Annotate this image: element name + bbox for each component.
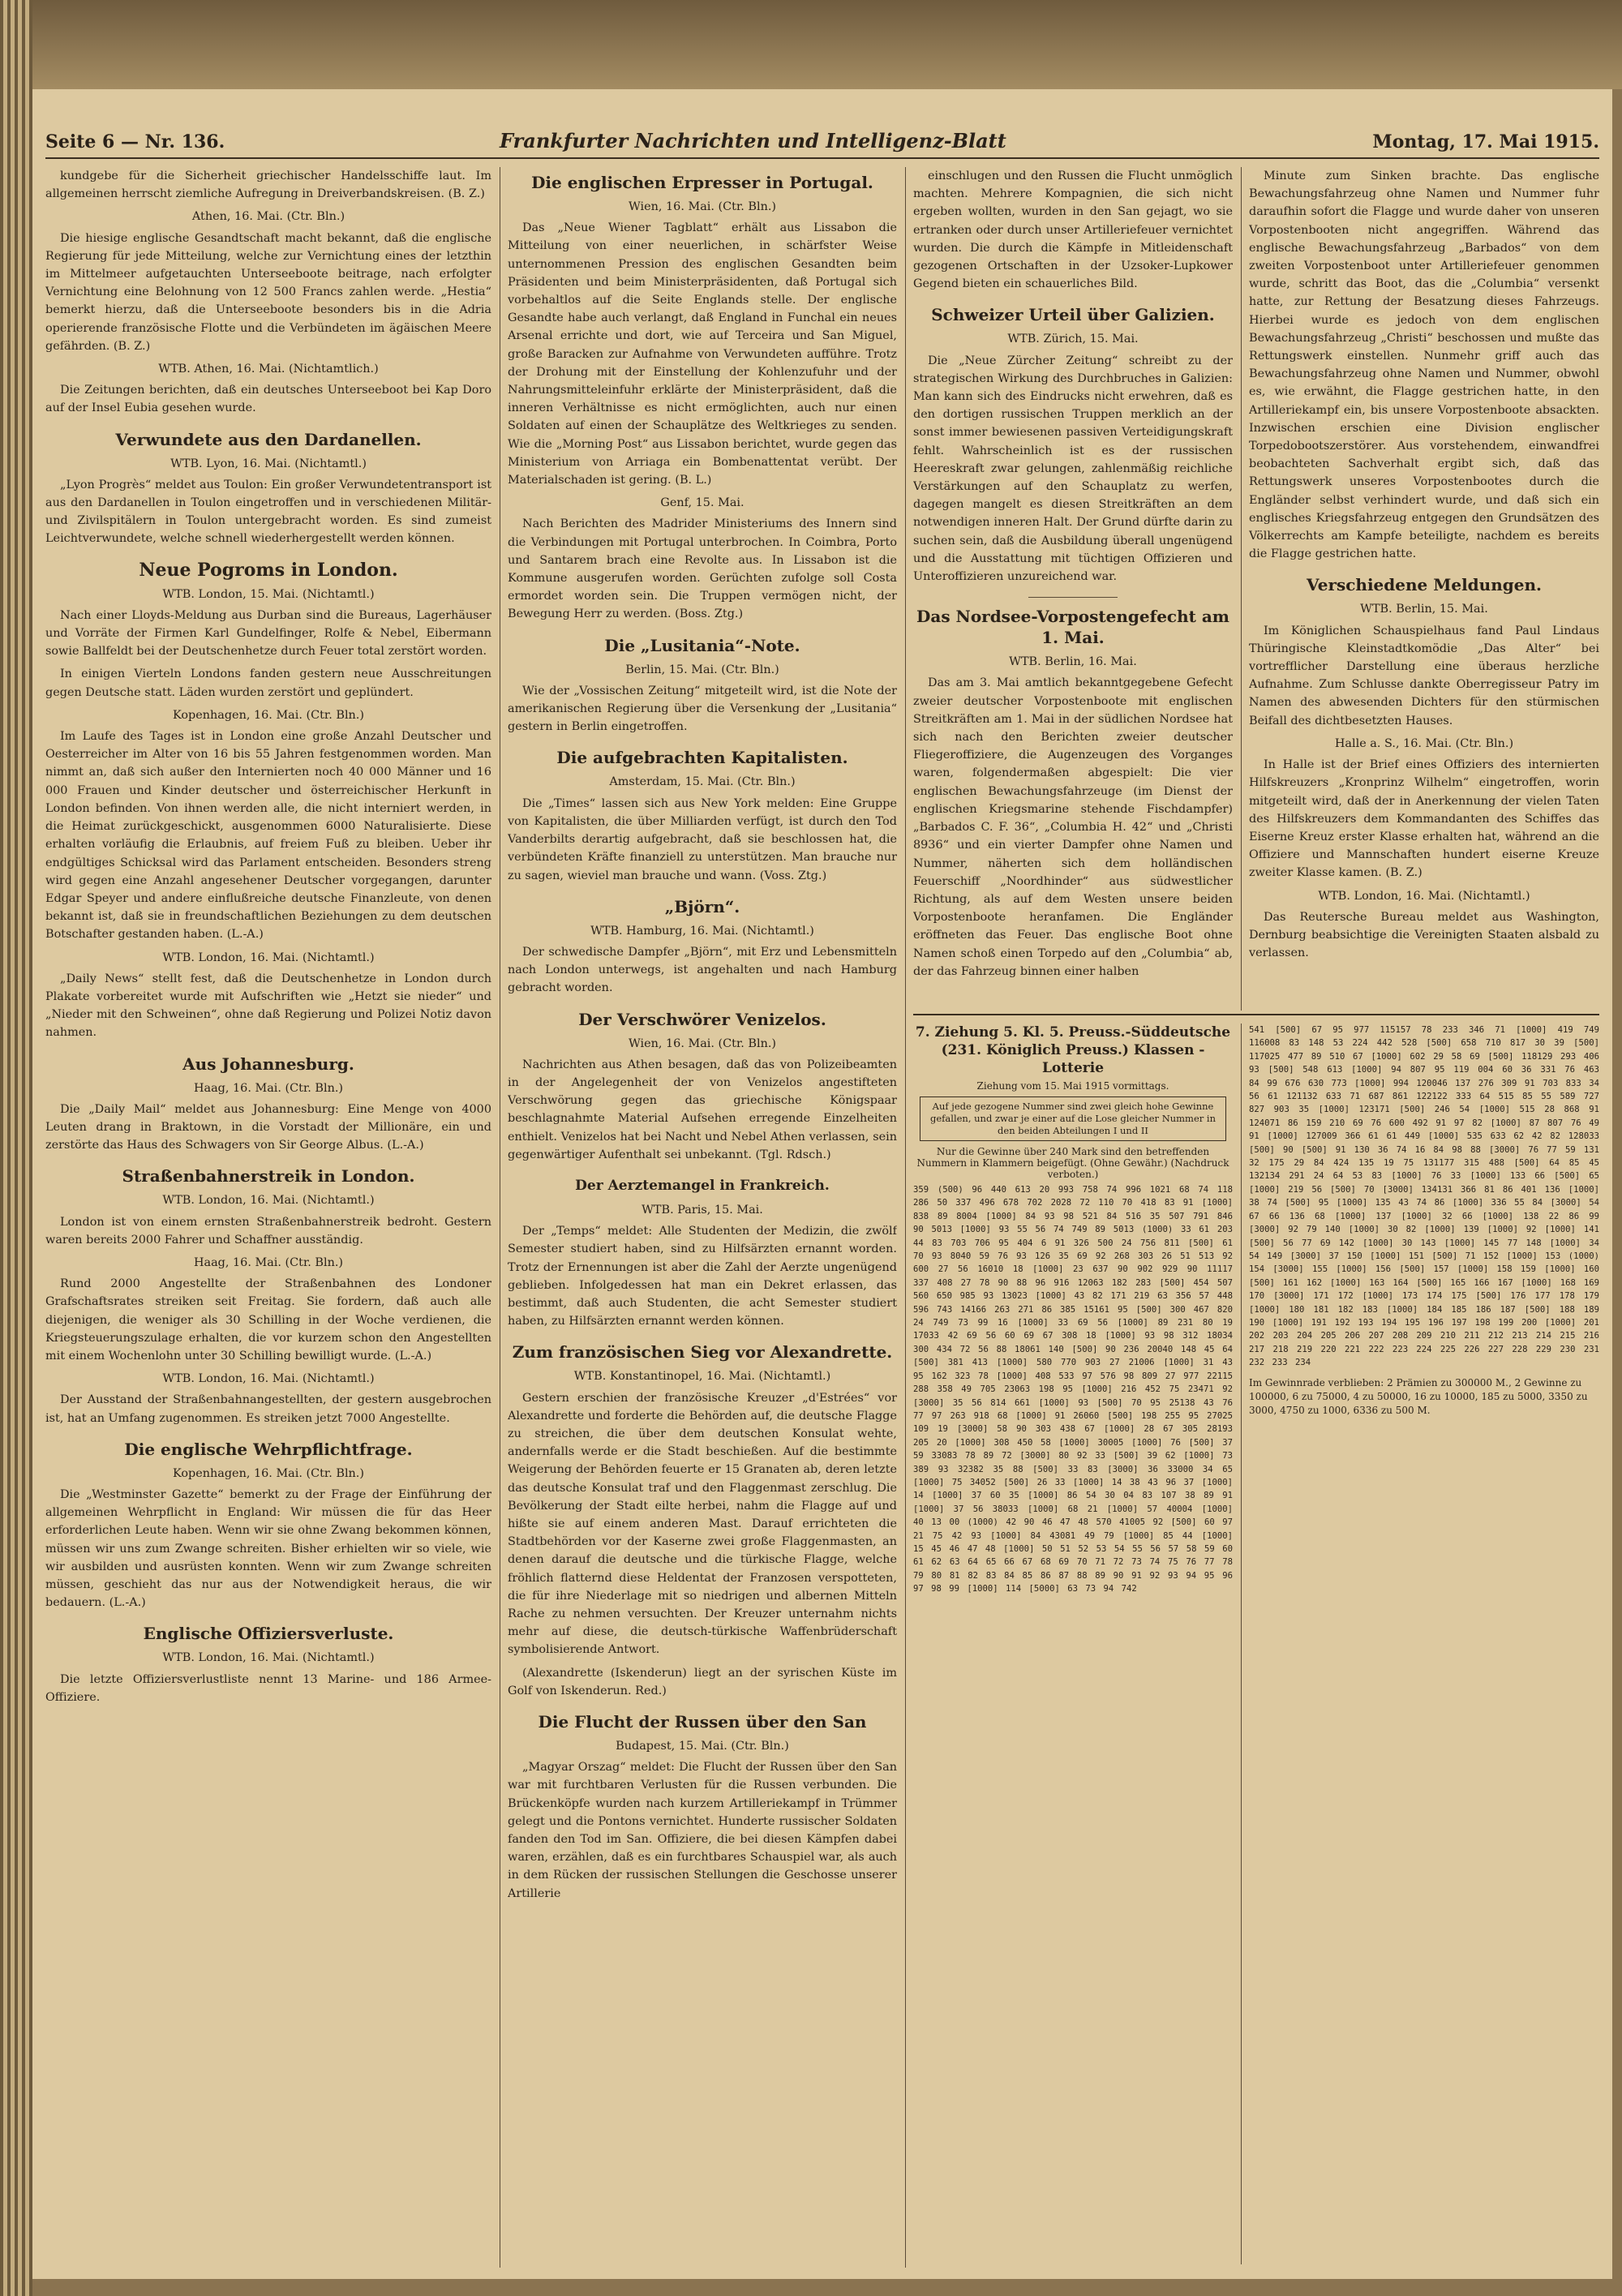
- dateline: WTB. Zürich, 15. Mai.: [1007, 333, 1139, 346]
- dateline: WTB. London, 16. Mai. (Nichtamtl.): [162, 951, 375, 964]
- article: [508, 747, 897, 884]
- article-headline: Die aufgebrachten Kapitalisten.: [556, 748, 848, 768]
- article-text: Im Königlichen Schauspielhaus fand Paul Lindaus Thüringische Kleinstadtkomödie „Das Alter“ bei vortrefflicher Darstellung eine überaus herzliche Aufnahme. Zum Schlusse dankte Oberregisseur Patry im Namen des abwesenden Dichters für den stürmischen Beifall des dichtbesetzten Hauses.: [1249, 624, 1599, 727]
- column-rule: [1241, 167, 1242, 1011]
- article-text: kundgebe für die Sicherheit griechischer Handelsschiffe laut. Im allgemeinen herrscht ziemliche Aufregung in Dreiverbandskreisen. (B. Z.): [45, 170, 491, 201]
- article-headline: Aus Johannesburg.: [182, 1054, 354, 1074]
- column-4: [1249, 167, 1599, 1002]
- article-headline: Das Nordsee-Vorpostengefecht am 1. Mai.: [916, 607, 1229, 648]
- article: [45, 1054, 491, 1155]
- article-headline: Neue Pogroms in London.: [139, 559, 398, 581]
- article: [45, 1623, 491, 1706]
- dateline: Haag, 16. Mai. (Ctr. Bln.): [193, 1081, 344, 1095]
- dateline: Kopenhagen, 16. Mai. (Ctr. Bln.): [172, 708, 365, 722]
- article-text: London ist von einem ernsten Straßenbahnerstreik bedroht. Gestern waren bereits 2000 Fahrer und Schaffner ausständig.: [45, 1215, 491, 1247]
- article: [508, 1009, 897, 1164]
- article-text: Nach Berichten des Madrider Ministeriums des Innern sind die Verbindungen mit Portugal unterbrochen. In Coimbra, Porto und Santarem brach eine Revolte aus. In Lissabon ist die Kommune ausgerufen worden. Gerüchten zufolge soll Costa ermordet worden sein. Die Truppen vermögen nicht, der Bewegung Herr zu werden. (Boss. Ztg.): [508, 517, 897, 621]
- article-headline: Schweizer Urteil über Galizien.: [931, 305, 1215, 325]
- article-text: Das am 3. Mai amtlich bekanntgegebene Gefecht zweier deutscher Vorpostenboote mit englischen Streitkräften am 1. Mai in der südlichen Nordsee hat sich nach den Berichten zweier deutscher Fliegeroffiziere, die Augenzeugen des Vorganges waren, folgendermaßen abgespielt: Die vier englischen Bewachungsfahrzeuge (im Dienst der englischen Kriegsmarine stehende Fischdampfer) „Barbados C. F. 36“, „Columbia H. 42“ und „Christi 8936“ und ein vierter Dampfer ohne Namen und Nummer, näherten sich dem holländischen Feuerschiff „Noordhinder“ aus südwestlicher Richtung, als auf dem Westen unsere beiden Vorpostenboote heranfamen. Die Engländer eröffneten das Feuer. Das englische Boot ohne Namen schoß einen Torpedo auf den „Columbia“ ab, der das Fahrzeug binnen einer halben: [913, 676, 1233, 978]
- lottery-results: [913, 1014, 1599, 2269]
- article-text: Die „Neue Zürcher Zeitung“ schreibt zu der strategischen Wirkung des Durchbruches in Galizien: Man kann sich des Eindrucks nicht erwehren, daß es den dortigen russischen Truppen merklich an der sonst immer bewiesenen passiven Verteidigungskraft fehlt. Wahrscheinlich ist es der russischen Heereskraft zwar gelungen, zahlenmäßig reichliche Verstärkungen auf den Schauplatz zu werfen, dagegen mangelt es diesen Streitkräften an dem notwendigen inneren Halt. Der Grund dürfte darin zu suchen sein, daß die Ausbildung überall ungenügend und die Ausstattung mit tüchtigen Offizieren und Unteroffizieren unzureichend war.: [913, 354, 1233, 584]
- article-text: Rund 2000 Angestellte der Straßenbahnen des Londoner Grafschaftsrates streiken seit Freitag. Sie fordern, daß auch alle diejenigen, die weniger als 30 Schilling in der Woche verdienen, die Kriegsteuerungszulage erhalten, die vor kurzem schon den Angestellten mit einem Wochenlohn unter 30 Schilling bewilligt wurde. (L.-A.): [45, 1277, 491, 1363]
- article-text: In Halle ist der Brief eines Offiziers des internierten Hilfskreuzers „Kronprinz Wilhelm“ eingetroffen, worin mitgeteilt wird, daß der in Anerkennung der vielen Taten des Hilfskreuzers dem Kommandanten des Schiffes das Eiserne Kreuz erster Klasse erhalten hat, während an die Offiziere und Mannschaften hundert eiserne Kreuze zweiter Klasse kamen. (B. Z.): [1249, 758, 1599, 880]
- dateline: WTB. Athen, 16. Mai. (Nichtamtlich.): [158, 363, 379, 376]
- article-text: In einigen Vierteln Londons fanden gestern neue Ausschreitungen gegen Deutsche statt. Läden wurden zerstört und geplündert.: [45, 667, 491, 699]
- article-headline: Die Flucht der Russen über den San: [538, 1712, 867, 1732]
- article: [913, 167, 1233, 293]
- article-headline: Englische Offiziersverluste.: [143, 1624, 394, 1644]
- newspaper-page: [32, 89, 1612, 2279]
- article-text: Die „Times“ lassen sich aus New York melden: Eine Gruppe von Kapitalisten, die über Milliarden verfügt, ist durch den Tod Vanderbilts derartig aufgebracht, daß sie beschlossen hat, die verbündeten Kräfte finanziell zu unterstützen. Man brauche nur zu sagen, wieviel man brauche und wann. (Voss. Ztg.): [508, 796, 897, 882]
- lottery-numbers: 359 (500) 96 440 613 20 993 758 74 996 1021 68 74 118 286 50 337 496 678 702 2028 72 110 70 418 83 91 [1000] 838 89 8004 [1000] 84 93 98 521 84 516 35 507 791 846 90 5013 [1000] 93 55 56 74 749 89 5013 (1000) 33 61 203 44 83 703 706 95 404 6 91 326 500 24 756 811 [500] 61 70 93 8040 59 76 93 126 35 69 92 268 303 26 51 513 92 600 27 56 16010 18 [1000] 23 637 90 902 929 90 11117 337 408 27 78 90 88 96 916 12063 182 283 [500] 454 507 560 650 985 93 13023 [1000] 43 82 171 219 63 356 57 448 596 743 14166 263 271 86 385 15161 95 [500] 300 467 820 24 749 73 99 16 [1000] 33 69 56 [1000] 89 231 80 19 17033 42 69 56 60 69 67 308 18 [1000] 93 98 312 18034 300 434 72 56 88 18061 140 [500] 90 236 20040 148 45 64 [500] 381 413 [1000] 580 770 903 27 21006 [1000] 31 43 95 162 323 78 [1000] 408 533 97 576 98 809 27 977 22115 288 358 49 705 23063 198 95 [1000] 216 452 75 23471 92 [3000] 35 56 814 661 [1000] 93 [500] 70 95 25138 43 76 77 97 263 918 68 [1000] 91 26060 [500] 198 255 95 27025 109 19 [3000] 58 90 303 438 67 [1000] 28 67 305 28193 205 20 [1000] 308 450 58 [1000] 30005 [1000] 76 [500] 37 59 33083 78 89 72 [3000] 80 92 33 [500] 39 62 [1000] 73 389 93 32382 35 88 [500] 33 83 [3000] 36 33000 34 65 [1000] 75 34052 [500] 26 33 [1000] 14 38 43 96 37 [1000] 14 [1000] 37 60 35 [1000] 86 54 30 04 83 107 38 89 91 [1000] 37 56 38033 [1000] 68 21 [1000] 57 40004 [1000] 40 13 00 (1000) 42 90 46 47 48 570 41005 92 [500] 60 97 21 75 42 93 [1000] 84 43081 49 79 [1000] 85 44 [1000] 15 45 46 47 48 [1000] 50 51 52 53 54 55 56 57 58 59 60 61 62 63 64 65 66 67 68 69 70 71 72 73 74 75 76 77 78 79 80 81 82 83 84 85 86 87 88 89 90 91 92 93 94 95 96 97 98 99 [1000] 114 [5000] 63 73 94 742: [913, 1185, 1233, 1594]
- article-text: „Magyar Orszag“ meldet: Die Flucht der Russen über den San war mit furchtbaren Verlusten für die Russen verbunden. Die Brückenköpfe wurden nach kurzem Artilleriekampf in Trümmer gelegt und die Pontons vernichtet. Hunderte russischer Soldaten fanden den Tod im San. Offiziere, die bei diesen Kämpfen dabei waren, erzählen, daß es ein furchtbares Schauspiel war, als auch in dem Rücken der russischen Stellungen die Geschosse unserer Artillerie: [508, 1761, 897, 1900]
- article: [508, 1711, 897, 1903]
- article-text: Die „Westminster Gazette“ bemerkt zu der Frage der Einführung der allgemeinen Wehrpflicht in England: Wir müssen die für das Heer erforderlichen Leute haben. Wenn wir sie ohne Zwang bekommen können, müssen wir uns zum Zwange schreiten. Bisher erhielten wir so viele, wie wir ausbilden und ausrüsten konnten. Wenn wir zum Zwange schreiten müssen, geschieht das nur aus der Notwendigkeit heraus, die wir bedauern. (L.-A.): [45, 1487, 491, 1610]
- article-text: Das „Neue Wiener Tagblatt“ erhält aus Lissabon die Mitteilung von einer neuerlichen, in schärfster Weise unternommenen Pression des englischen Gesandten beim Präsidenten und beim Ministerpräsidenten, daß Portugal sich vorbehaltlos auf die Seite Englands stelle. Der englische Gesandte habe auch verlangt, daß England in Funchal ein neues Arsenal errichte und dort, wie auf Terceira und San Miguel, große Baracken zur Aufnahme von Verwundeten aufführe. Trotz der Drohung mit der Einstellung der Kohlenzufuhr und der Nahrungsmitteleinfuhr erklärte der Ministerpräsident, daß die inneren Verhältnisse es nicht ermöglichten, auch nur einen Soldaten auf einen der Schauplätze des Weltkrieges zu senden. Wie die „Morning Post“ aus Lissabon berichtet, wurde gegen das Ministerium von Arriaga ein Bombenattentat verübt. Der Materialschaden ist gering. (B. L.): [508, 221, 897, 487]
- dateline: Athen, 16. Mai. (Ctr. Bln.): [191, 210, 345, 224]
- article: [508, 896, 897, 998]
- article-headline: Die „Lusitania“-Note.: [604, 635, 800, 655]
- article-text: Minute zum Sinken brachte. Das englische Bewachungsfahrzeug ohne Namen und Nummer fuhr daraufhin sofort die Flagge und wurde daher von unseren Vorpostenbooten nicht angegriffen. Während das englische Bewachungsfahrzeug „Barbados“ von dem zweiten Vorpostenboot unter Artilleriefeuer genommen wurde, schritt das Boot, das die „Columbia“ versenkt hatte, zur Rettung der Besatzung dieses Fahrzeugs. Hierbei wurde es jedoch von dem englischen Bewachungsfahrzeug „Christi“ beschossen und mußte das Rettungswerk einstellen. Nunmehr griff auch das Bewachungsfahrzeug ohne Namen und Nummer, obwohl es, wie erwähnt, die Flagge gestrichen hatte, in den Artilleriekampf ein, bis unsere Vorpostenboote absackten. Inzwischen erschien eine Division englischer Torpedobootszerstörer. Aus vorstehendem, einwandfrei beobachteten Sachverhalt ergibt sich, daß das Rettungswerk unseres Vorpostenbootes durch die Engländer selbst verhindert wurde, und daß sich ein englisches Kriegsfahrzeug entgegen den Grundsätzen des Völkerrechts am Kampfe beteiligte, nachdem es bereits die Flagge gestrichen hatte.: [1249, 170, 1599, 561]
- article: [45, 1439, 491, 1612]
- lottery-right-column: [1249, 1024, 1599, 2264]
- lottery-left-column: [913, 1024, 1233, 2264]
- article-text: (Alexandrette (Iskenderun) liegt an der syrischen Küste im Golf von Iskenderun. Red.): [508, 1666, 897, 1697]
- lottery-footer: Im Gewinnrade verblieben: 2 Prämien zu 300000 M., 2 Gewinne zu 100000, 6 zu 75000, 4 zu 50000, 16 zu 10000, 185 zu 5000, 3350 zu 3000, 4750 zu 1000, 6336 zu 500 M.: [1249, 1376, 1588, 1416]
- article-headline: Der Aerztemangel in Frankreich.: [575, 1177, 830, 1194]
- article-text: Die hiesige englische Gesandtschaft macht bekannt, daß die englische Regierung für jede Mitteilung, welche zur Vernichtung eines der letzthin im Mittelmeer aufgetauchten Unterseeboote beitrage, nach erfolgter Vernichtung eine Belohnung von 12 500 Francs zahlen werde. „Hestia“ bemerkt hierzu, daß die Unterseeboote besonders bis in die Adria operierende französische Flotte und die Verbündeten im ägäischen Meere gefährden. (B. Z.): [45, 231, 491, 353]
- article-text: Wie der „Vossischen Zeitung“ mitgeteilt wird, ist die Note der amerikanischen Regierung über die Versenkung der „Lusitania“ gestern in Berlin eingetroffen.: [508, 684, 897, 734]
- dateline: WTB. Paris, 15. Mai.: [642, 1203, 763, 1217]
- lottery-numbers: 541 [500] 67 95 977 115157 78 233 346 71 [1000] 419 749 116008 83 148 53 224 442 528 [500] 658 710 817 30 39 [500] 117025 477 89 510 67 [1000] 602 29 58 69 [500] 118129 293 406 93 [500] 548 613 [1000] 94 807 95 119 004 60 36 331 76 463 84 99 676 630 773 [1000] 994 120046 137 276 309 91 703 833 34 56 61 121132 633 71 687 861 122122 333 64 515 85 55 589 727 827 903 35 [1000] 123171 [500] 246 54 [1000] 515 28 868 91 124071 86 159 210 69 76 600 492 91 97 82 [1000] 87 807 76 49 91 [1000] 127009 366 61 61 449 [1000] 535 633 62 42 82 128033 [500] 90 [500] 91 130 36 74 16 84 98 88 [3000] 76 77 59 131 32 175 29 84 424 135 19 75 131177 315 488 [500] 64 85 45 132134 291 24 64 53 83 [1000] 76 33 [1000] 133 66 [500] 65 [1000] 219 56 [500] 70 [3000] 134131 366 81 86 401 136 [1000] 38 74 [500] 95 [1000] 135 43 74 86 [1000] 336 55 84 [3000] 54 67 66 136 68 [1000] 137 [1000] 32 66 [1000] 138 22 86 99 [3000] 92 79 140 [1000] 30 82 [1000] 139 [1000] 92 [1000] 141 [500] 56 77 69 142 [1000] 30 143 [1000] 145 77 148 [1000] 34 54 149 [3000] 37 150 [1000] 151 [500] 71 152 [1000] 153 (1000) 154 [3000] 155 [1000] 156 [500] 157 [1000] 158 159 [1000] 160 [500] 161 162 [1000] 163 164 [500] 165 166 167 [1000] 168 169 170 [3000] 171 172 [1000] 173 174 175 [500] 176 177 178 179 [1000] 180 181 182 183 [1000] 184 185 186 187 [500] 188 189 190 [1000] 191 192 193 194 195 196 197 198 199 200 [1000] 201 202 203 204 205 206 207 208 209 210 211 212 213 214 215 216 217 218 219 220 221 222 223 224 225 226 227 228 229 230 231 232 233 234: [1249, 1025, 1599, 1368]
- dateline: Amsterdam, 15. Mai. (Ctr. Bln.): [609, 775, 796, 789]
- dateline: WTB. Hamburg, 16. Mai. (Nichtamtl.): [590, 924, 814, 938]
- dateline: WTB. London, 16. Mai. (Nichtamtl.): [162, 1372, 375, 1386]
- article: [508, 172, 897, 624]
- article: [508, 635, 897, 736]
- dateline: Kopenhagen, 16. Mai. (Ctr. Bln.): [172, 1466, 365, 1480]
- issue-date: Montag, 17. Mai 1915.: [1372, 131, 1599, 152]
- column-rule: [1241, 1024, 1242, 2264]
- article-headline: Die englischen Erpresser in Portugal.: [531, 173, 873, 192]
- page-top-edge: [0, 0, 1622, 89]
- dateline: Wien, 16. Mai. (Ctr. Bln.): [628, 200, 777, 213]
- article-headline: Straßenbahnerstreik in London.: [122, 1166, 415, 1187]
- dateline: Haag, 16. Mai. (Ctr. Bln.): [193, 1255, 344, 1269]
- article-headline: Der Verschwörer Venizelos.: [578, 1009, 826, 1029]
- article-text: Die „Daily Mail“ meldet aus Johannesburg: Eine Menge von 4000 Leuten drang in Braktown, in die Vorstadt der Millionäre, ein und zerstörte das Haus des Schwagers von Sir George Albus. (L.-A.): [45, 1102, 491, 1152]
- article: [45, 1165, 491, 1427]
- article: [45, 167, 491, 418]
- lottery-note: Auf jede gezogene Nummer sind zwei gleich hohe Gewinne gefallen, und zwar je einer auf die Lose gleicher Nummer in den beiden Abteilungen I und II: [920, 1097, 1226, 1141]
- lottery-title: 7. Ziehung 5. Kl. 5. Preuss.-Süddeutsche (231. Königlich Preuss.) Klassen - Lotterie: [915, 1024, 1231, 1076]
- dateline: WTB. London, 15. Mai. (Nichtamtl.): [162, 587, 375, 601]
- article-text: Gestern erschien der französische Kreuzer „d'Estrées“ vor Alexandrette und forderte die Behörden auf, die deutsche Flagge zu streichen, die über dem deutschen Konsulat wehte, andernfalls werde er die Stadt beschießen. Auf die bestimmte Weigerung der Behörden feuerte er 15 Granaten ab, deren letzte das deutsche Konsulat traf und den Flaggenmast zerschlug. Die Bevölkerung der Stadt eilte herbei, nahm die Flagge auf und hißte sie auf einem anderen Mast. Darauf errichteten die Stadtbehörden vor der Kaserne zwei große Flaggenmasten, an denen darauf die deutsche und die türkische Flagge, welche fröhlich flatternd diese Heldentat der Franzosen verspotteten, die für ihre Niederlage mit so niedrigen und albernen Mitteln Rache zu nehmen versuchten. Der Kreuzer unternahm nichts mehr auf diese, die deutsch-türkische Waffenbrüderschaft symbolisierende Antwort.: [508, 1391, 897, 1657]
- newspaper-title: Frankfurter Nachrichten und Intelligenz-Blatt: [500, 129, 1006, 152]
- article-text: Der schwedische Dampfer „Björn“, mit Erz und Lebensmitteln nach London unterwegs, ist angehalten und nach Hamburg gebracht worden.: [508, 945, 897, 995]
- article-text: „Daily News“ stellt fest, daß die Deutschenhetze in London durch Plakate vorbereitet wurde mit Aufschriften wie „Hetzt sie nieder“ und „Nieder mit den Schweinen“, ohne daß Regierung und Polizei Notiz davon nahmen.: [45, 972, 491, 1040]
- dateline: WTB. London, 16. Mai. (Nichtamtl.): [162, 1651, 375, 1665]
- article-headline: Zum französischen Sieg vor Alexandrette.: [512, 1342, 893, 1363]
- column-1: [45, 167, 491, 2268]
- article-text: einschlugen und den Russen die Flucht unmöglich machten. Mehrere Kompagnien, die sich nicht ergeben wollten, wurden in den San gejagt, wo sie ertranken oder durch unser Artilleriefeuer vernichtet wurden. Die durch die Kämpfe in Mitleidenschaft gezogenen Ortschaften in der Uzsoker-Lupkower Gegend bieten ein schauerliches Bild.: [913, 170, 1233, 291]
- article: [913, 606, 1233, 981]
- article-text: Das Reutersche Bureau meldet aus Washington, Dernburg beabsichtige die Vereinigten Staaten alsbald zu verlassen.: [1249, 910, 1599, 960]
- dateline: WTB. London, 16. Mai. (Nichtamtl.): [1318, 889, 1530, 903]
- dateline: WTB. Berlin, 16. Mai.: [1009, 655, 1137, 669]
- article-text: Nach einer Lloyds-Meldung aus Durban sind die Bureaus, Lagerhäuser und Vorräte der Firmen Karl Gundelfinger, Rolfe & Nebel, Eibermann sowie Ballfeldt bei der Deutschenhetze durch Feuer total zerstört worden.: [45, 608, 491, 659]
- dateline: WTB. Berlin, 15. Mai.: [1360, 603, 1488, 616]
- dateline: Genf, 15. Mai.: [660, 496, 744, 510]
- dateline: Berlin, 15. Mai. (Ctr. Bln.): [625, 663, 779, 676]
- article-headline: Die englische Wehrpflichtfrage.: [124, 1439, 413, 1459]
- dateline: WTB. Konstantinopel, 16. Mai. (Nichtamtl.): [573, 1370, 831, 1384]
- article-text: Im Laufe des Tages ist in London eine große Anzahl Deutscher und Oesterreicher im Alter von 16 bis 55 Jahren festgenommen worden. Man nimmt an, daß sich außer den Internierten noch 40 000 Männer und 16 000 Frauen und Kinder deutscher und österreichischer Herkunft in London befinden. Von ihnen werden alle, die nicht interniert werden, in die Heimat zurückgeschickt, ausgenommen 6000 Naturalisierte. Diese erhalten vorläufig die Erlaubnis, auf freiem Fuß zu bleiben. Ueber ihr endgültiges Schicksal wird das Parlament entscheiden. Besonders streng wird gegen eine Anzahl angesehener Deutscher vorgegangen, darunter Edgar Speyer und andere einflußreiche deutsche Finanzleute, von denen bekannt ist, daß sie in freundschaftlichen Beziehungen zu dem deutschen Botschafter gestanden haben. (L.-A.): [45, 730, 491, 942]
- article-headline: „Björn“.: [664, 896, 740, 916]
- dateline: WTB. London, 16. Mai. (Nichtamtl.): [162, 1194, 375, 1208]
- dateline: WTB. Lyon, 16. Mai. (Nichtamtl.): [170, 457, 367, 470]
- dateline: Budapest, 15. Mai. (Ctr. Bln.): [616, 1740, 789, 1753]
- article: [45, 560, 491, 1042]
- article-text: Die letzte Offiziersverlustliste nennt 13 Marine- und 186 Armee-Offiziere.: [45, 1672, 491, 1704]
- lottery-note-2: Nur die Gewinne über 240 Mark sind den betreffenden Nummern in Klammern beigefügt. (Ohne Gewähr.) (Nachdruck verboten.): [916, 1146, 1229, 1180]
- article-headline: Verwundete aus den Dardanellen.: [115, 429, 422, 449]
- article: [913, 304, 1233, 586]
- article-text: Die Zeitungen berichten, daß ein deutsches Unterseeboot bei Kap Doro auf der Insel Eubia gesehen wurde.: [45, 384, 491, 415]
- masthead: [45, 125, 1599, 159]
- article: [1249, 167, 1599, 563]
- article-text: Der „Temps“ meldet: Alle Studenten der Medizin, die zwölf Semester studiert haben, sind zu Hilfsärzten ernannt worden. Trotz der Ernennungen ist aber die Zahl der Aerzte ungenügend geblieben. Infolgedessen hat man ein Dekret erlassen, das bestimmt, daß auch Studenten, die acht Semester studiert haben, zu Hilfsärzten ernannt werden können.: [508, 1225, 897, 1328]
- article-text: „Lyon Progrès“ meldet aus Toulon: Ein großer Verwundetentransport ist aus den Dardanellen in Toulon eingetroffen und in verschiedenen Militär- und Zivilspitälern in Toulon untergebracht worden. Es sind zumeist Leichtverwundete, welche schnell wiederhergestellt werden können.: [45, 478, 491, 546]
- article: [1249, 574, 1599, 962]
- article: [508, 1341, 897, 1700]
- article: [508, 1175, 897, 1330]
- page-left-edge: [0, 0, 32, 2296]
- lottery-subtitle: Ziehung vom 15. Mai 1915 vormittags.: [976, 1080, 1169, 1092]
- page-number: Seite 6 — Nr. 136.: [45, 131, 225, 152]
- article-headline: Verschiedene Meldungen.: [1307, 575, 1542, 595]
- dateline: Halle a. S., 16. Mai. (Ctr. Bln.): [1334, 736, 1514, 750]
- article: [45, 429, 491, 548]
- dateline: Wien, 16. Mai. (Ctr. Bln.): [628, 1036, 777, 1050]
- separator-rule: [1028, 597, 1118, 598]
- article-text: Der Ausstand der Straßenbahnangestellten, der gestern ausgebrochen ist, hat an Umfang zugenommen. Es streiken jetzt 7000 Angestellte.: [45, 1393, 491, 1425]
- column-rule: [905, 167, 906, 2268]
- column-3: [913, 167, 1233, 1002]
- article-text: Nachrichten aus Athen besagen, daß das von Polizeibeamten in der Angelegenheit der von Venizelos angestifteten Verschwörung gegen das griechische Königspaar beschlagnahmte Material Aufsehen erregende Einzelheiten enthielt. Venizelos hat bei Nacht und Nebel Athen verlassen, sein gegenwärtiger Aufenthalt sei unbekannt. (Tgl. Rdsch.): [508, 1058, 897, 1161]
- column-2: [508, 167, 897, 2268]
